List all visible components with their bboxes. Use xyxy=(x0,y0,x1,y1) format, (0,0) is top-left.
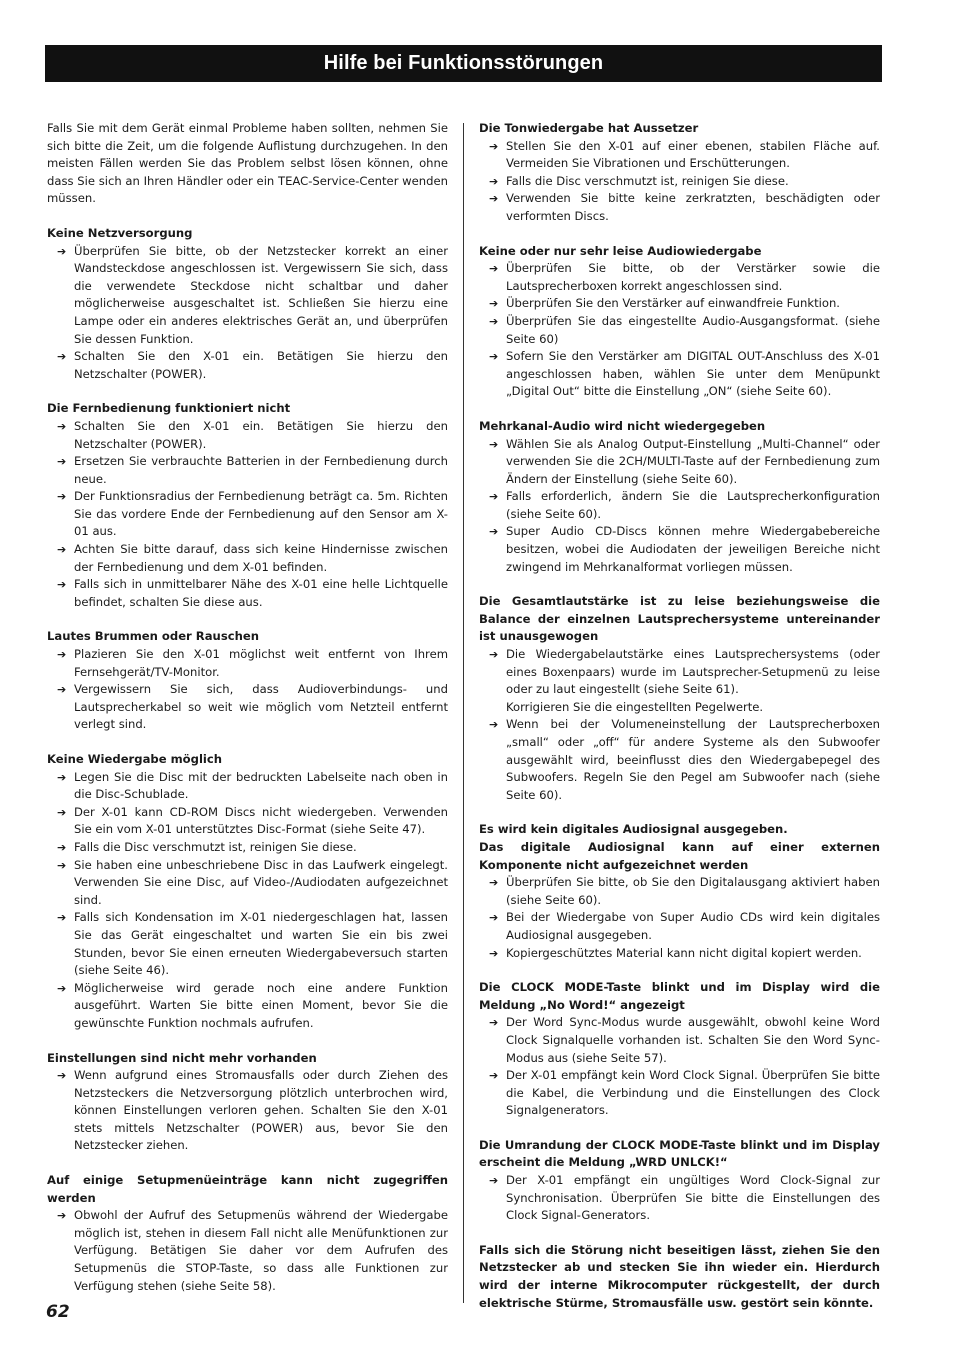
arrow-right-icon: ➔ xyxy=(57,244,67,258)
solution-text: Wenn bei der Volumeneinstellung der Lautsprecherboxen „small“ oder „off“ für andere Systeme als den Subwoofer ausgewählt wird, beeinflusst dies den Wiedergabepegel des Subwoofers. Regeln Sie den Pegel am Subwoofer nach (siehe Seite 60). xyxy=(506,717,880,802)
solution-text: Überprüfen Sie bitte, ob der Verstärker sowie die Lautsprecherboxen korrekt angeschlossen sind. xyxy=(506,261,880,293)
arrow-right-icon: ➔ xyxy=(57,1069,67,1083)
arrow-right-icon: ➔ xyxy=(57,648,67,662)
section-heading: Die Umrandung der CLOCK MODE-Taste blinkt und im Display erscheint die Meldung „WRD UNLCK!“ xyxy=(479,1137,880,1170)
arrow-right-icon: ➔ xyxy=(57,858,67,872)
solution-text: Der Funktionsradius der Fernbedienung beträgt ca. 5m. Richten Sie das vordere Ende der Fernbedienung auf den Sensor am X-01 aus. xyxy=(74,489,448,539)
solution-list xyxy=(47,646,448,734)
intro-paragraph: Falls Sie mit dem Gerät einmal Probleme haben sollten, nehmen Sie sich bitte die Zeit, um die folgende Auflistung durchzugehen. In den meisten Fällen werden Sie das Problem selbst lösen können, ohne dass Sie sich an Ihren Händler oder ein TEAC-Service-Center wenden müssen. xyxy=(47,121,448,206)
solution-text: Legen Sie die Disc mit der bedruckten Labelseite nach oben in die Disc-Schublade. xyxy=(74,769,448,802)
solution-item xyxy=(479,945,880,963)
solution-item xyxy=(47,348,448,383)
solution-item xyxy=(47,1207,448,1295)
solution-list xyxy=(479,1172,880,1225)
arrow-right-icon: ➔ xyxy=(57,840,67,854)
solution-text: Verwenden Sie bitte keine zerkratzten, beschädigten oder verformten Discs. xyxy=(506,191,880,223)
arrow-right-icon: ➔ xyxy=(57,419,67,433)
arrow-right-icon: ➔ xyxy=(489,1174,499,1188)
solution-item xyxy=(47,980,448,1033)
solution-text: Möglicherweise wird gerade noch eine andere Funktion ausgeführt. Warten Sie bitte einen Moment, bevor Sie die gewünschte Funktion nochmals aufrufen. xyxy=(74,980,448,1030)
troubleshooting-section xyxy=(479,1137,880,1225)
solution-item xyxy=(47,681,448,734)
arrow-right-icon: ➔ xyxy=(57,981,67,995)
solution-item xyxy=(479,523,880,576)
solution-item xyxy=(479,874,880,909)
arrow-right-icon: ➔ xyxy=(489,648,499,662)
solution-text: Der Word Sync-Modus wurde ausgewählt, obwohl keine Word Clock Signalquelle vorhanden ist. Schalten Sie den Word Sync-Modus aus (siehe Seite 57). xyxy=(506,1015,880,1065)
page-number: 62 xyxy=(46,1302,70,1322)
solution-text: Falls sich in unmittelbarer Nähe des X-01 eine helle Lichtquelle befindet, schalten Sie diese aus. xyxy=(74,577,448,609)
troubleshooting-section xyxy=(47,400,448,611)
arrow-right-icon: ➔ xyxy=(489,174,499,188)
solution-item xyxy=(479,1067,880,1120)
solution-text: Falls die Disc verschmutzt ist, reinigen Sie diese. xyxy=(74,839,357,854)
section-heading: Die Tonwiedergabe hat Aussetzer xyxy=(479,121,699,135)
solution-text: Schalten Sie den X-01 ein. Betätigen Sie hierzu den Netzschalter (POWER). xyxy=(74,418,448,451)
solution-text: Falls die Disc verschmutzt ist, reinigen Sie diese. xyxy=(506,173,789,188)
solution-item xyxy=(479,488,880,523)
left-sections xyxy=(47,225,448,1295)
closing-paragraph: Falls sich die Störung nicht beseitigen lässt, ziehen Sie den Netzstecker ab und stecken Sie ihn wieder ein. Hierdurch wird der interne Mikrocomputer rückgestellt, der durch elektrische Stürme, Stromausfälle usw. gestört sein könnte. xyxy=(479,1242,880,1310)
solution-item xyxy=(47,243,448,349)
solution-item xyxy=(47,488,448,541)
solution-item xyxy=(479,313,880,348)
troubleshooting-section xyxy=(47,751,448,1033)
solution-text: Schalten Sie den X-01 ein. Betätigen Sie hierzu den Netzschalter (POWER). xyxy=(74,349,448,381)
section-heading: Es wird kein digitales Audiosignal ausgegeben. Das digitale Audiosignal kann auf einer externen Komponente nicht aufgezeichnet werden xyxy=(479,822,880,872)
solution-item xyxy=(47,769,448,804)
solution-item xyxy=(47,453,448,488)
solution-list xyxy=(479,874,880,962)
solution-item xyxy=(47,839,448,857)
arrow-right-icon: ➔ xyxy=(57,350,67,364)
troubleshooting-section xyxy=(479,821,880,962)
solution-item xyxy=(479,348,880,401)
solution-text: Bei der Wiedergabe von Super Audio CDs wird kein digitales Audiosignal ausgegeben. xyxy=(506,910,880,942)
solution-item xyxy=(479,1172,880,1225)
arrow-right-icon: ➔ xyxy=(57,543,67,557)
solution-text: Plazieren Sie den X-01 möglichst weit entfernt von Ihrem Fernsehgerät/TV-Monitor. xyxy=(74,647,448,679)
solution-text: Obwohl der Aufruf des Setupmenüs während der Wiedergabe möglich ist, stehen in diesem Fall nicht alle Menüfunktionen zur Verfügung. Betätigen Sie daher vor dem Aufrufen des Setupmenüs die STOP-Taste, so dass alle Funktionen zur Verfügung stehen (siehe Seite 58). xyxy=(74,1208,448,1293)
arrow-right-icon: ➔ xyxy=(489,350,499,364)
arrow-right-icon: ➔ xyxy=(489,876,499,890)
solution-text: Sie haben eine unbeschriebene Disc in das Laufwerk eingelegt. Verwenden Sie eine Disc, auf Video-/Audiodaten aufgezeichnet sind. xyxy=(74,857,448,907)
solution-item xyxy=(479,436,880,489)
solution-text: Überprüfen Sie bitte, ob Sie den Digitalausgang aktiviert haben (siehe Seite 60). xyxy=(506,875,880,907)
arrow-right-icon: ➔ xyxy=(489,192,499,206)
solution-list xyxy=(479,260,880,401)
troubleshooting-section xyxy=(479,120,880,226)
arrow-right-icon: ➔ xyxy=(57,911,67,925)
arrow-right-icon: ➔ xyxy=(489,525,499,539)
arrow-right-icon: ➔ xyxy=(57,683,67,697)
solution-text: Sofern Sie den Verstärker am DIGITAL OUT-Anschluss des X-01 angeschlossen haben, wählen Sie unter dem Menüpunkt „Digital Out“ bitte die Einstellung „ON“ (siehe Seite 60). xyxy=(506,349,880,399)
solution-text: Falls sich Kondensation im X-01 niedergeschlagen hat, lassen Sie das Gerät eingeschaltet und warten Sie ein bis zwei Stunden, bevor Sie einen erneuten Wiedergabeversuch starten (siehe Seite 46). xyxy=(74,910,448,978)
section-heading: Keine Netzversorgung xyxy=(47,225,193,240)
solution-item xyxy=(479,260,880,295)
arrow-right-icon: ➔ xyxy=(57,770,67,784)
arrow-right-icon: ➔ xyxy=(57,490,67,504)
arrow-right-icon: ➔ xyxy=(489,437,499,451)
arrow-right-icon: ➔ xyxy=(57,455,67,469)
troubleshooting-section xyxy=(47,225,448,383)
solution-item xyxy=(479,1014,880,1067)
solution-list xyxy=(47,1067,448,1155)
solution-text: Stellen Sie den X-01 auf einer ebenen, stabilen Fläche auf. Vermeiden Sie Vibrationen und Erschütterungen. xyxy=(506,138,880,171)
solution-list xyxy=(47,1207,448,1295)
section-heading: Mehrkanal-Audio wird nicht wiedergegeben xyxy=(479,418,766,433)
solution-text: Der X-01 kann CD-ROM Discs nicht wiedergeben. Verwenden Sie ein vom X-01 unterstütztes Disc-Format (siehe Seite 47). xyxy=(74,804,448,837)
arrow-right-icon: ➔ xyxy=(489,1016,499,1030)
section-heading: Lautes Brummen oder Rauschen xyxy=(47,629,259,644)
solution-item xyxy=(479,909,880,944)
solution-text: Falls erforderlich, ändern Sie die Lautsprecherkonfiguration (siehe Seite 60). xyxy=(506,489,880,521)
solution-item xyxy=(47,576,448,611)
arrow-right-icon: ➔ xyxy=(57,578,67,592)
solution-item xyxy=(47,541,448,576)
arrow-right-icon: ➔ xyxy=(489,946,499,960)
arrow-right-icon: ➔ xyxy=(57,805,67,819)
solution-item xyxy=(479,716,880,804)
solution-item xyxy=(47,418,448,453)
section-heading: Die Fernbedienung funktioniert nicht xyxy=(47,401,291,416)
arrow-right-icon: ➔ xyxy=(57,1209,67,1223)
solution-item xyxy=(47,804,448,839)
solution-text: Kopiergeschütztes Material kann nicht digital kopiert werden. xyxy=(506,945,862,960)
arrow-right-icon: ➔ xyxy=(489,297,499,311)
solution-item xyxy=(479,295,880,313)
arrow-right-icon: ➔ xyxy=(489,490,499,504)
solution-list xyxy=(479,1014,880,1120)
solution-list xyxy=(479,138,880,226)
solution-text: Wenn aufgrund eines Stromausfalls oder durch Ziehen des Netzsteckers die Netzversorgung plötzlich unterbrochen wird, können Einstellungen verloren gehen. Schalten Sie den X-01 stets mittels Netzschalter (POWER) aus, bevor Sie den Netzstecker ziehen. xyxy=(74,1068,448,1153)
troubleshooting-section xyxy=(479,418,880,576)
solution-list xyxy=(47,418,448,612)
troubleshooting-section xyxy=(479,593,880,804)
page-title: Hilfe bei Funktionsstörungen xyxy=(45,45,882,82)
troubleshooting-section xyxy=(47,628,448,734)
solution-text: Ersetzen Sie verbrauchte Batterien in der Fernbedienung durch neue. xyxy=(74,454,448,486)
arrow-right-icon: ➔ xyxy=(489,911,499,925)
section-heading: Keine oder nur sehr leise Audiowiedergabe xyxy=(479,243,762,258)
solution-text: Überprüfen Sie bitte, ob der Netzstecker korrekt an einer Wandsteckdose angeschlossen ist. Vergewissern Sie sich, dass die verwendete Steckdose nicht schaltbar und daher möglicherweise ausgeschaltet ist. Schließen Sie hierzu eine Lampe oder ein anderes elektrisches Gerät an, und überprüfen Sie dessen Funktion. xyxy=(74,243,448,346)
solution-text: Der X-01 empfängt kein Word Clock Signal. Überprüfen Sie bitte die Kabel, die Verbindung und die Einstellungen des Clock Signalgenerators. xyxy=(506,1068,880,1118)
solution-text: Die Wiedergabelautstärke eines Lautsprechersystems (oder eines Boxenpaars) wurde im Lautsprecher-Setupmenü zu leise oder zu laut eingestellt (siehe Seite 61). Korrigieren Sie die eingestellten Pegelwerte. xyxy=(506,647,880,714)
solution-text: Super Audio CD-Discs können mehre Wiedergabebereiche besitzen, wobei die Audiodaten der jeweiligen Bereiche nicht zwingend im Mehrkanalformat vorliegen müssen. xyxy=(506,524,880,574)
solution-list xyxy=(47,769,448,1033)
arrow-right-icon: ➔ xyxy=(489,262,499,276)
left-column xyxy=(47,120,448,1312)
solution-list xyxy=(479,646,880,804)
solution-list xyxy=(479,436,880,577)
troubleshooting-section xyxy=(47,1172,448,1295)
troubleshooting-section xyxy=(47,1050,448,1156)
section-heading: Einstellungen sind nicht mehr vorhanden xyxy=(47,1050,317,1065)
solution-item xyxy=(479,190,880,225)
troubleshooting-section xyxy=(479,243,880,401)
arrow-right-icon: ➔ xyxy=(489,139,499,153)
solution-text: Überprüfen Sie das eingestellte Audio-Ausgangsformat. (siehe Seite 60) xyxy=(506,313,880,346)
arrow-right-icon: ➔ xyxy=(489,314,499,328)
solution-item xyxy=(47,646,448,681)
solution-text: Wählen Sie als Analog Output-Einstellung „Multi-Channel“ oder verwenden Sie die 2CH/MULTI-Taste auf der Fernbedienung zum Ändern der Einstellung (siehe Seite 60). xyxy=(506,436,880,486)
solution-text: Überprüfen Sie den Verstärker auf einwandfreie Funktion. xyxy=(506,296,840,311)
arrow-right-icon: ➔ xyxy=(489,718,499,732)
solution-text: Achten Sie bitte darauf, dass sich keine Hindernisse zwischen der Fernbedienung und dem X-01 befinden. xyxy=(74,542,448,574)
solution-text: Vergewissern Sie sich, dass Audioverbindungs- und Lautsprecherkabel so weit wie möglich vom Netzteil entfernt verlegt sind. xyxy=(74,682,448,732)
solution-item xyxy=(47,1067,448,1155)
solution-item xyxy=(47,857,448,910)
column-divider xyxy=(463,123,464,1303)
solution-text: Der X-01 empfängt ein ungültiges Word Clock-Signal zur Synchronisation. Überprüfen Sie bitte die Einstellungen des Clock Signal-Generators. xyxy=(506,1173,880,1223)
solution-item xyxy=(47,909,448,979)
troubleshooting-section xyxy=(479,979,880,1120)
solution-item xyxy=(479,646,880,716)
arrow-right-icon: ➔ xyxy=(489,1069,499,1083)
right-column xyxy=(479,120,880,1329)
section-heading: Auf einige Setupmenüeinträge kann nicht zugegriffen werden xyxy=(47,1173,448,1205)
section-heading: Die Gesamtlautstärke ist zu leise beziehungsweise die Balance der einzelnen Lautsprechersysteme untereinander ist unausgewogen xyxy=(479,594,880,644)
solution-item xyxy=(479,173,880,191)
section-heading: Keine Wiedergabe möglich xyxy=(47,752,223,766)
solution-list xyxy=(47,243,448,384)
right-sections xyxy=(479,120,880,1225)
section-heading: Die CLOCK MODE-Taste blinkt und im Display wird die Meldung „No Word!“ angezeigt xyxy=(479,980,880,1012)
solution-item xyxy=(479,138,880,173)
